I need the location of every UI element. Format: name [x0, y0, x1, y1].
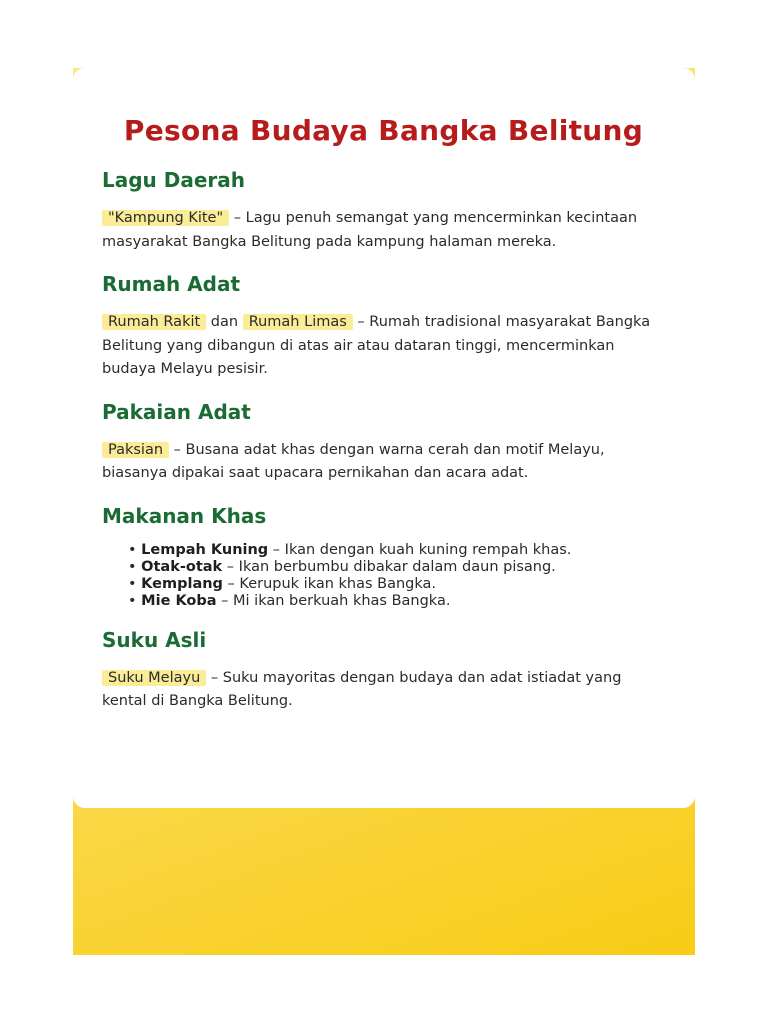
food-desc: – Kerupuk ikan khas Bangka. [222, 575, 437, 592]
highlight-term: Suku Melayu [102, 670, 206, 686]
list-item [128, 542, 665, 559]
highlight-term: Rumah Limas [243, 314, 353, 330]
food-desc: – Ikan berbumbu dibakar dalam daun pisang. [222, 558, 556, 575]
food-name: Mie Koba [141, 592, 217, 609]
description-text: – Rumah tradisional masyarakat Bangka Belitung yang dibangun di atas air atau dataran tinggi, mencerminkan budaya Melayu pesisir. [102, 314, 651, 377]
highlight-term: Rumah Rakit [102, 314, 206, 330]
description-text: – Lagu penuh semangat yang mencerminkan kecintaan masyarakat Bangka Belitung pada kampung halaman mereka. [102, 210, 638, 250]
content-card [73, 68, 695, 808]
section-heading-suku-asli: Suku Asli [102, 627, 207, 652]
section-heading-pakaian-adat: Pakaian Adat [102, 399, 251, 424]
section-body-lagu-daerah [102, 207, 665, 254]
list-item [128, 559, 665, 576]
food-name: Lempah Kuning [141, 541, 269, 558]
section-body-rumah-adat [102, 311, 665, 382]
connector-text: dan [206, 314, 243, 330]
food-name: Otak-otak [141, 558, 223, 575]
description-text: – Busana adat khas dengan warna cerah dan motif Melayu, biasanya dipakai saat upacara pernikahan dan acara adat. [102, 441, 605, 481]
section-heading-lagu-daerah: Lagu Daerah [102, 168, 246, 192]
highlight-term: Paksian [102, 442, 169, 458]
list-item [128, 593, 665, 610]
food-list [102, 542, 665, 610]
food-desc: – Ikan dengan kuah kuning rempah khas. [268, 541, 572, 558]
page-title: Pesona Budaya Bangka Belitung [123, 114, 644, 147]
section-heading-rumah-adat: Rumah Adat [102, 272, 241, 296]
section-body-pakaian-adat [102, 439, 665, 486]
food-desc: – Mi ikan berkuah khas Bangka. [216, 592, 451, 609]
description-text: – Suku mayoritas dengan budaya dan adat istiadat yang kental di Bangka Belitung. [102, 669, 622, 709]
page-frame [73, 68, 695, 955]
food-name: Kemplang [141, 575, 223, 592]
section-heading-makanan-khas: Makanan Khas [102, 503, 267, 528]
list-item [128, 576, 665, 593]
highlight-term: "Kampung Kite" [102, 210, 229, 226]
section-body-suku-asli [102, 667, 665, 714]
